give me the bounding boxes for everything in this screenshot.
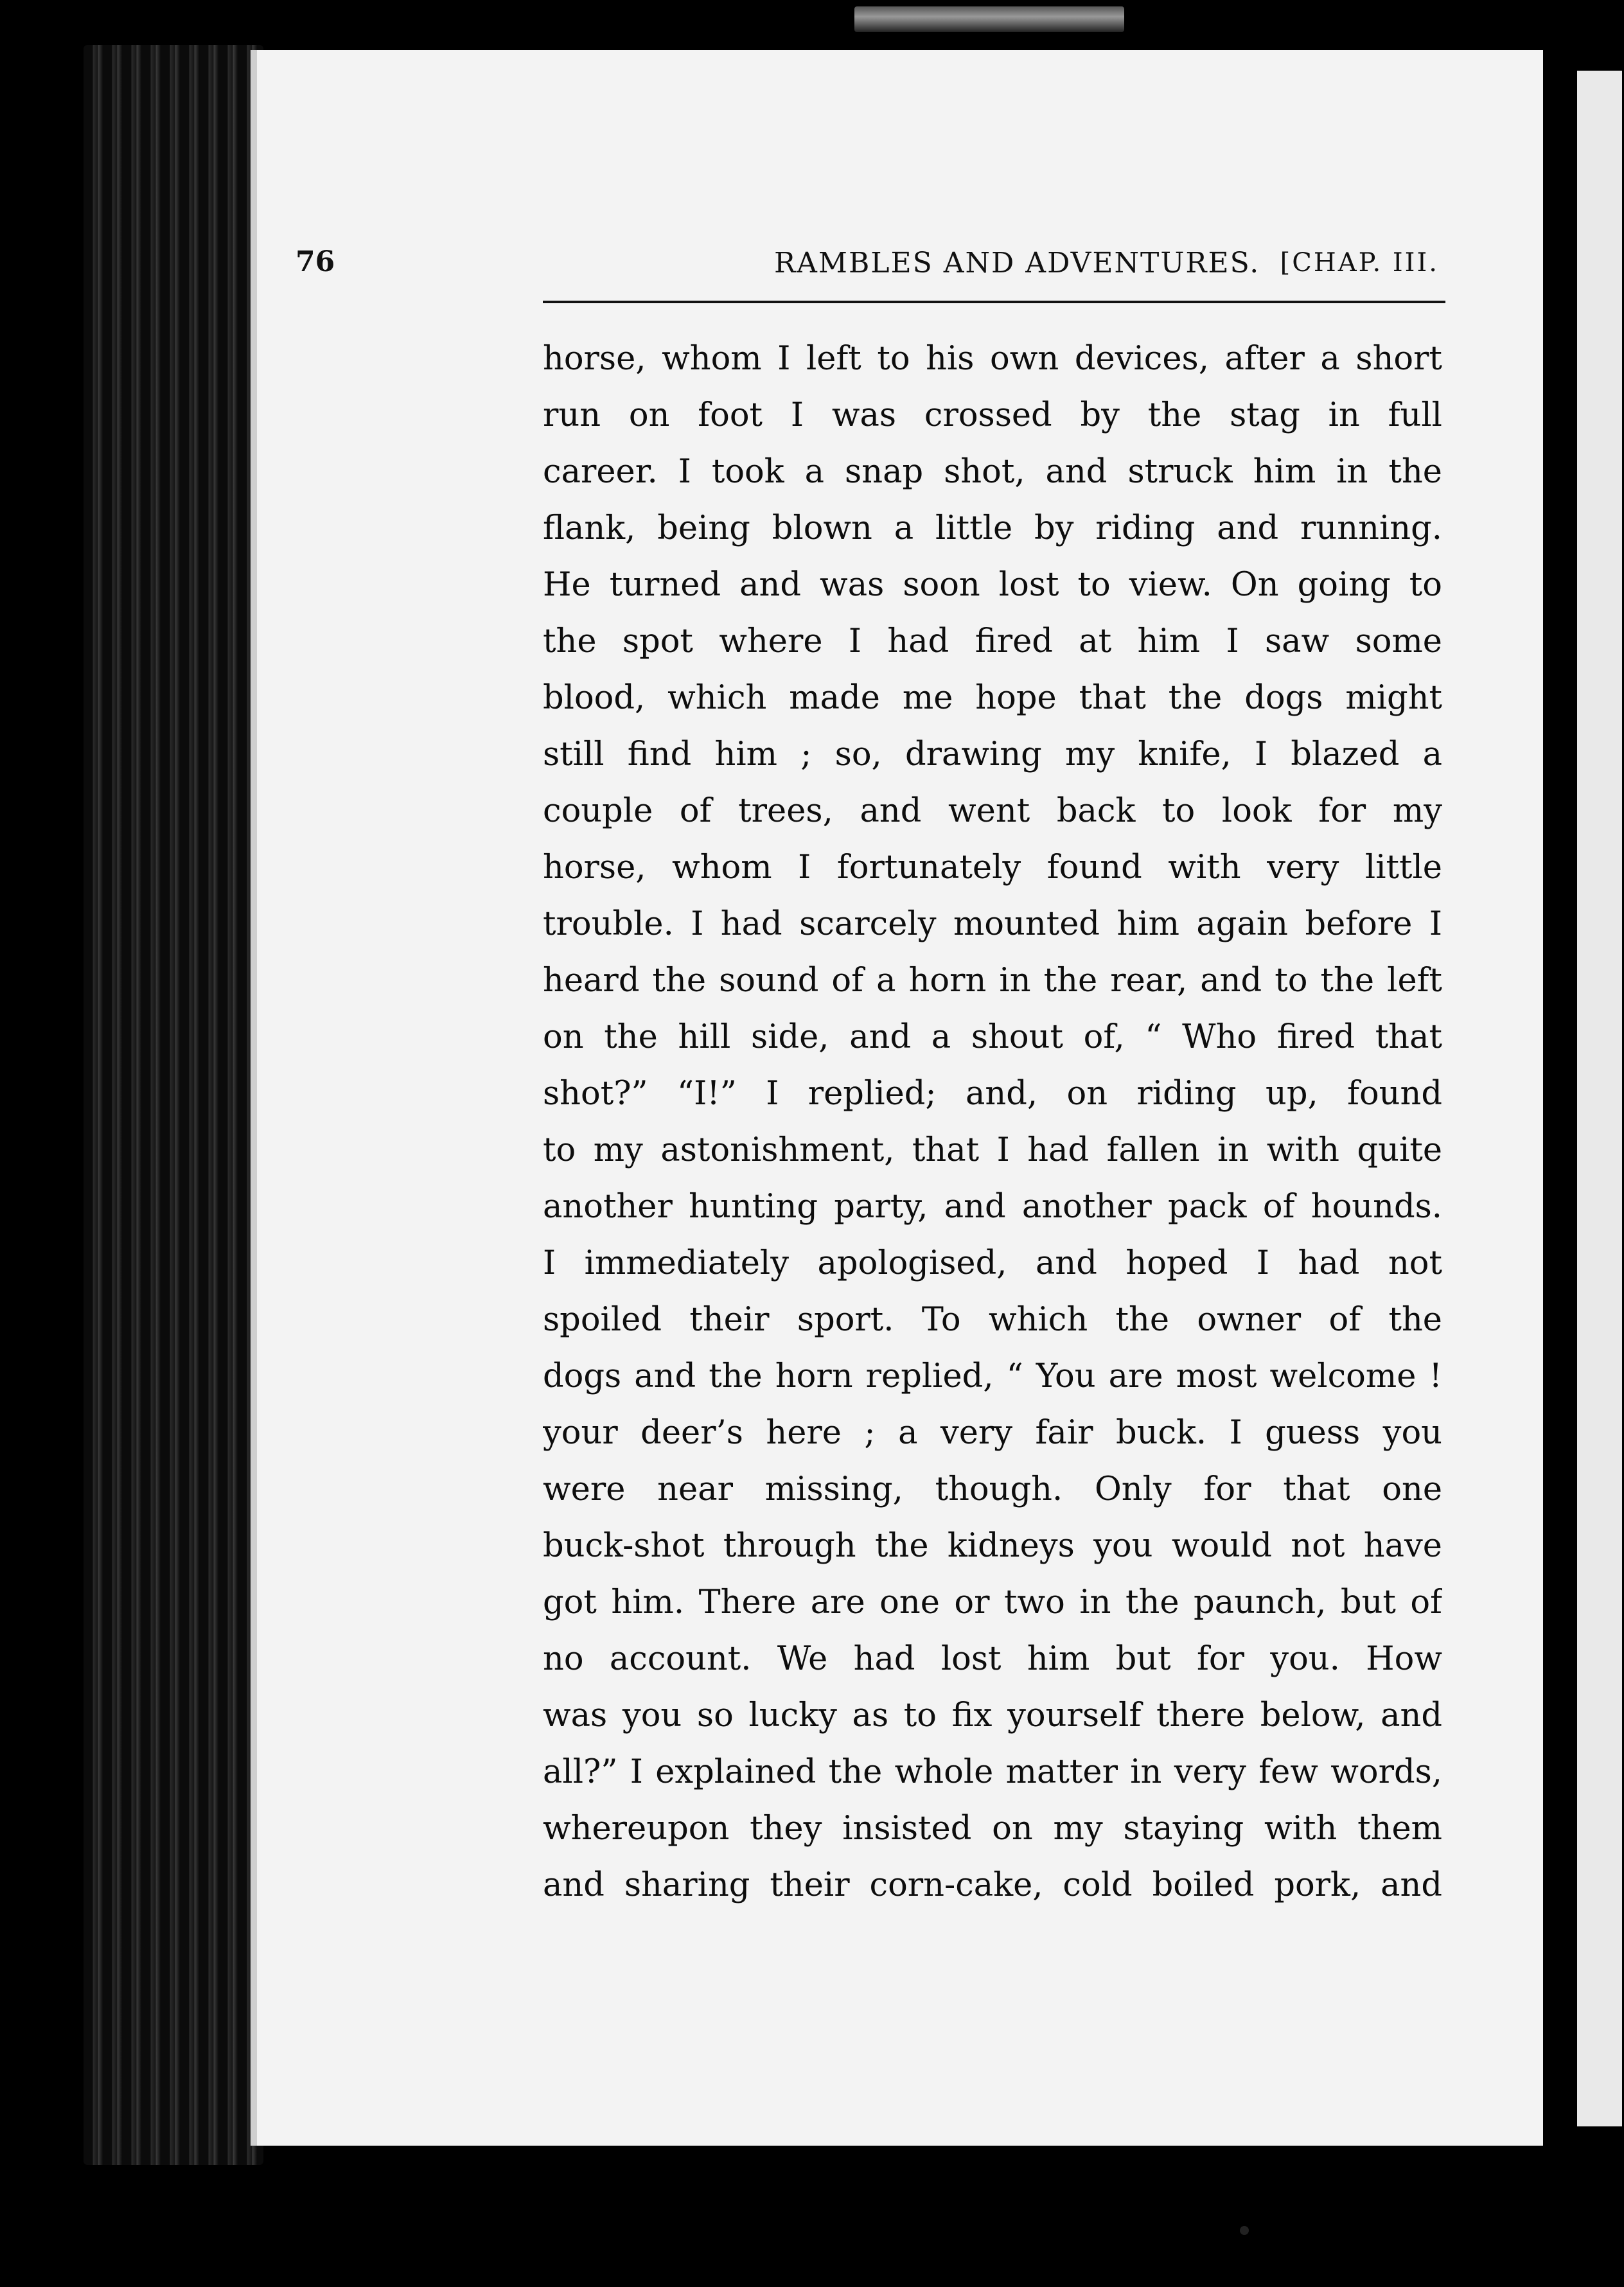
chapter-reference: [CHAP. III. (1280, 248, 1439, 278)
text-line: on the hill side, and a shout of, “ Who fired that (543, 1018, 1442, 1056)
text-line: your deer’s here ; a very fair buck. I guess you (543, 1414, 1442, 1452)
page-header (296, 238, 1439, 296)
book-spine-edges (84, 45, 263, 2165)
facing-page-edge (1577, 71, 1622, 2126)
text-line: spoiled their sport. To which the owner of the (543, 1301, 1442, 1339)
scan-speck (1240, 2226, 1249, 2235)
header-rule (543, 301, 1445, 303)
text-line: no account. We had lost him but for you. How (543, 1640, 1442, 1678)
text-line: another hunting party, and another pack of hounds. (543, 1188, 1442, 1226)
text-line: trouble. I had scarcely mounted him again before I (543, 905, 1442, 943)
page-number: 76 (296, 245, 335, 278)
text-line: horse, whom I left to his own devices, after a short (543, 340, 1442, 378)
text-line: shot?” “I!” I replied; and, on riding up, found (543, 1075, 1442, 1113)
text-line: buck-shot through the kidneys you would not have (543, 1527, 1442, 1565)
text-line: I immediately apologised, and hoped I had not (543, 1244, 1442, 1282)
scan-clip-mark (854, 6, 1124, 32)
text-line: all?” I explained the whole matter in very few words, (543, 1753, 1442, 1791)
text-line: still find him ; so, drawing my knife, I blazed a (543, 736, 1442, 773)
running-title: RAMBLES AND ADVENTURES. (774, 247, 1260, 279)
text-line: and sharing their corn-cake, cold boiled pork, and (543, 1866, 1442, 1904)
text-line: blood, which made me hope that the dogs might (543, 679, 1442, 717)
text-line: the spot where I had fired at him I saw some (543, 623, 1442, 660)
text-line: whereupon they insisted on my staying with them (543, 1810, 1442, 1848)
text-line: horse, whom I fortunately found with very little (543, 849, 1442, 887)
text-line: was you so lucky as to fix yourself there below, and (543, 1697, 1442, 1735)
text-line: He turned and was soon lost to view. On going to (543, 566, 1442, 604)
text-line: got him. There are one or two in the paunch, but of (543, 1584, 1442, 1621)
text-line: to my astonishment, that I had fallen in with quite (543, 1131, 1442, 1169)
body-text (543, 331, 1442, 1914)
text-line: dogs and the horn replied, “ You are most welcome ! (543, 1357, 1442, 1395)
text-line: run on foot I was crossed by the stag in full (543, 396, 1442, 434)
text-line: couple of trees, and went back to look for my (543, 792, 1442, 830)
text-line: flank, being blown a little by riding and running. (543, 509, 1442, 547)
text-line: were near missing, though. Only for that one (543, 1470, 1442, 1508)
text-line: heard the sound of a horn in the rear, and to the left (543, 962, 1442, 1000)
text-line: career. I took a snap shot, and struck him in the (543, 453, 1442, 491)
